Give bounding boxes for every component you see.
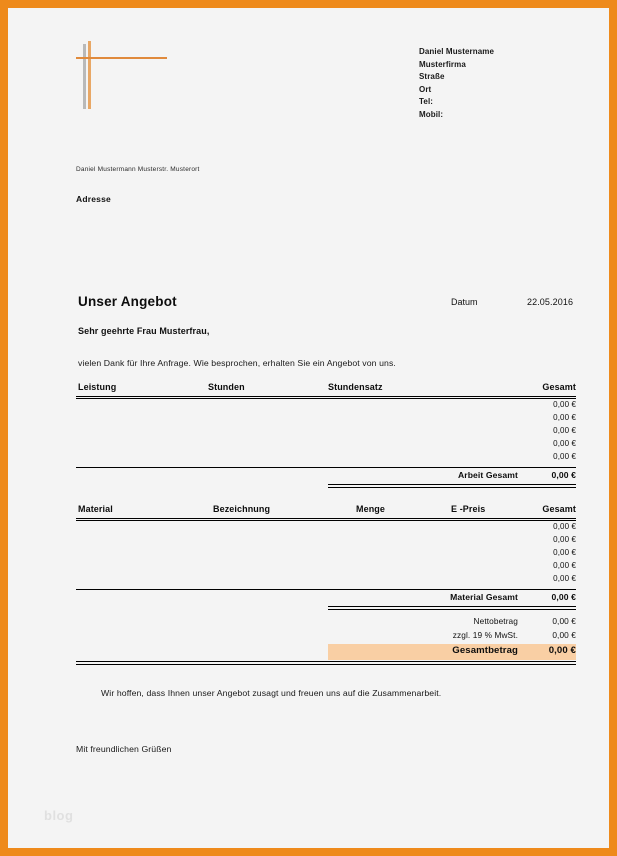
table-row[interactable] bbox=[76, 561, 576, 574]
material-table bbox=[76, 504, 576, 610]
table-row[interactable] bbox=[76, 574, 576, 587]
material-total-row bbox=[76, 591, 576, 606]
document-sheet bbox=[8, 8, 609, 848]
intro-paragraph: vielen Dank für Ihre Anfrage. Wie besprochen, erhalten Sie ein Angebot von uns. bbox=[78, 358, 396, 368]
material-subtotal-rule bbox=[76, 589, 576, 590]
table-row[interactable] bbox=[76, 439, 576, 452]
material-total-label: Material Gesamt bbox=[450, 592, 518, 602]
service-table-header-row bbox=[76, 382, 576, 397]
service-total-row bbox=[76, 469, 576, 484]
row-amount: 0,00 € bbox=[553, 535, 576, 544]
summary-grand-total-row bbox=[328, 644, 576, 660]
table-row[interactable] bbox=[76, 426, 576, 439]
contact-line-street: Straße bbox=[419, 72, 445, 82]
salutation: Sehr geehrte Frau Musterfrau, bbox=[78, 326, 210, 336]
vat-amount: 0,00 € bbox=[552, 630, 576, 640]
table-row[interactable] bbox=[76, 535, 576, 548]
table-row[interactable] bbox=[76, 522, 576, 535]
contact-line-phone: Tel: bbox=[419, 97, 434, 107]
recipient-address-label: Adresse bbox=[76, 194, 111, 204]
service-subtotal-rule bbox=[76, 467, 576, 468]
material-col-bezeichnung: Bezeichnung bbox=[213, 504, 271, 514]
grand-total-wrapper bbox=[328, 644, 576, 660]
sender-contact-block bbox=[419, 46, 494, 122]
contact-line-city: Ort bbox=[419, 84, 432, 94]
table-row[interactable] bbox=[76, 413, 576, 426]
row-amount: 0,00 € bbox=[553, 452, 576, 461]
service-total-label: Arbeit Gesamt bbox=[457, 470, 518, 480]
row-amount: 0,00 € bbox=[553, 548, 576, 557]
logo-horizontal-orange-bar bbox=[76, 57, 167, 59]
material-header-underline bbox=[76, 520, 576, 521]
date-value: 22.05.2016 bbox=[527, 297, 574, 307]
summary-vat-row bbox=[76, 630, 576, 644]
net-amount: 0,00 € bbox=[552, 616, 576, 626]
regards-line: Mit freundlichen Grüßen bbox=[76, 744, 172, 754]
material-table-body bbox=[76, 522, 576, 587]
material-total-amount: 0,00 € bbox=[551, 592, 576, 602]
material-col-epreis: E -Preis bbox=[451, 504, 486, 514]
row-amount: 0,00 € bbox=[553, 561, 576, 570]
service-header-underline bbox=[76, 398, 576, 399]
table-row[interactable] bbox=[76, 452, 576, 465]
service-total-amount: 0,00 € bbox=[551, 470, 576, 480]
service-table bbox=[76, 382, 576, 488]
logo-vertical-orange-bar bbox=[88, 41, 91, 109]
row-amount: 0,00 € bbox=[553, 400, 576, 409]
material-col-material: Material bbox=[78, 504, 113, 514]
summary-block bbox=[76, 616, 576, 665]
page-title: Unser Angebot bbox=[78, 294, 177, 309]
contact-line-company: Musterfirma bbox=[419, 59, 466, 69]
service-total-double-rule bbox=[328, 484, 576, 488]
material-total-double-rule bbox=[328, 606, 576, 610]
logo-vertical-gray-bar bbox=[83, 44, 86, 109]
company-logo bbox=[76, 41, 176, 109]
service-col-stunden: Stunden bbox=[208, 382, 245, 392]
summary-net-row bbox=[76, 616, 576, 630]
table-row[interactable] bbox=[76, 548, 576, 561]
material-col-menge: Menge bbox=[356, 504, 386, 514]
vat-label: zzgl. 19 % MwSt. bbox=[452, 630, 518, 640]
return-address-line: Daniel Mustermann Musterstr. Musterort bbox=[76, 166, 200, 173]
service-col-leistung: Leistung bbox=[78, 382, 117, 392]
material-table-header-row bbox=[76, 504, 576, 519]
material-col-gesamt: Gesamt bbox=[542, 504, 576, 514]
row-amount: 0,00 € bbox=[553, 574, 576, 583]
contact-line-mobile: Mobil: bbox=[419, 109, 444, 119]
row-amount: 0,00 € bbox=[553, 426, 576, 435]
row-amount: 0,00 € bbox=[553, 439, 576, 448]
grand-total-amount: 0,00 € bbox=[548, 645, 576, 656]
service-col-gesamt: Gesamt bbox=[542, 382, 576, 392]
closing-paragraph: Wir hoffen, dass Ihnen unser Angebot zusagt und freuen uns auf die Zusammenarbeit. bbox=[101, 688, 442, 698]
service-table-body bbox=[76, 400, 576, 465]
row-amount: 0,00 € bbox=[553, 413, 576, 422]
date-label: Datum bbox=[451, 297, 478, 307]
blog-watermark: blog bbox=[44, 808, 74, 823]
row-amount: 0,00 € bbox=[553, 522, 576, 531]
net-label: Nettobetrag bbox=[473, 616, 518, 626]
grand-total-label: Gesamtbetrag bbox=[452, 645, 518, 656]
table-row[interactable] bbox=[76, 400, 576, 413]
contact-line-name: Daniel Mustername bbox=[419, 47, 495, 56]
summary-double-rule bbox=[76, 661, 576, 665]
service-col-stundensatz: Stundensatz bbox=[328, 382, 383, 392]
